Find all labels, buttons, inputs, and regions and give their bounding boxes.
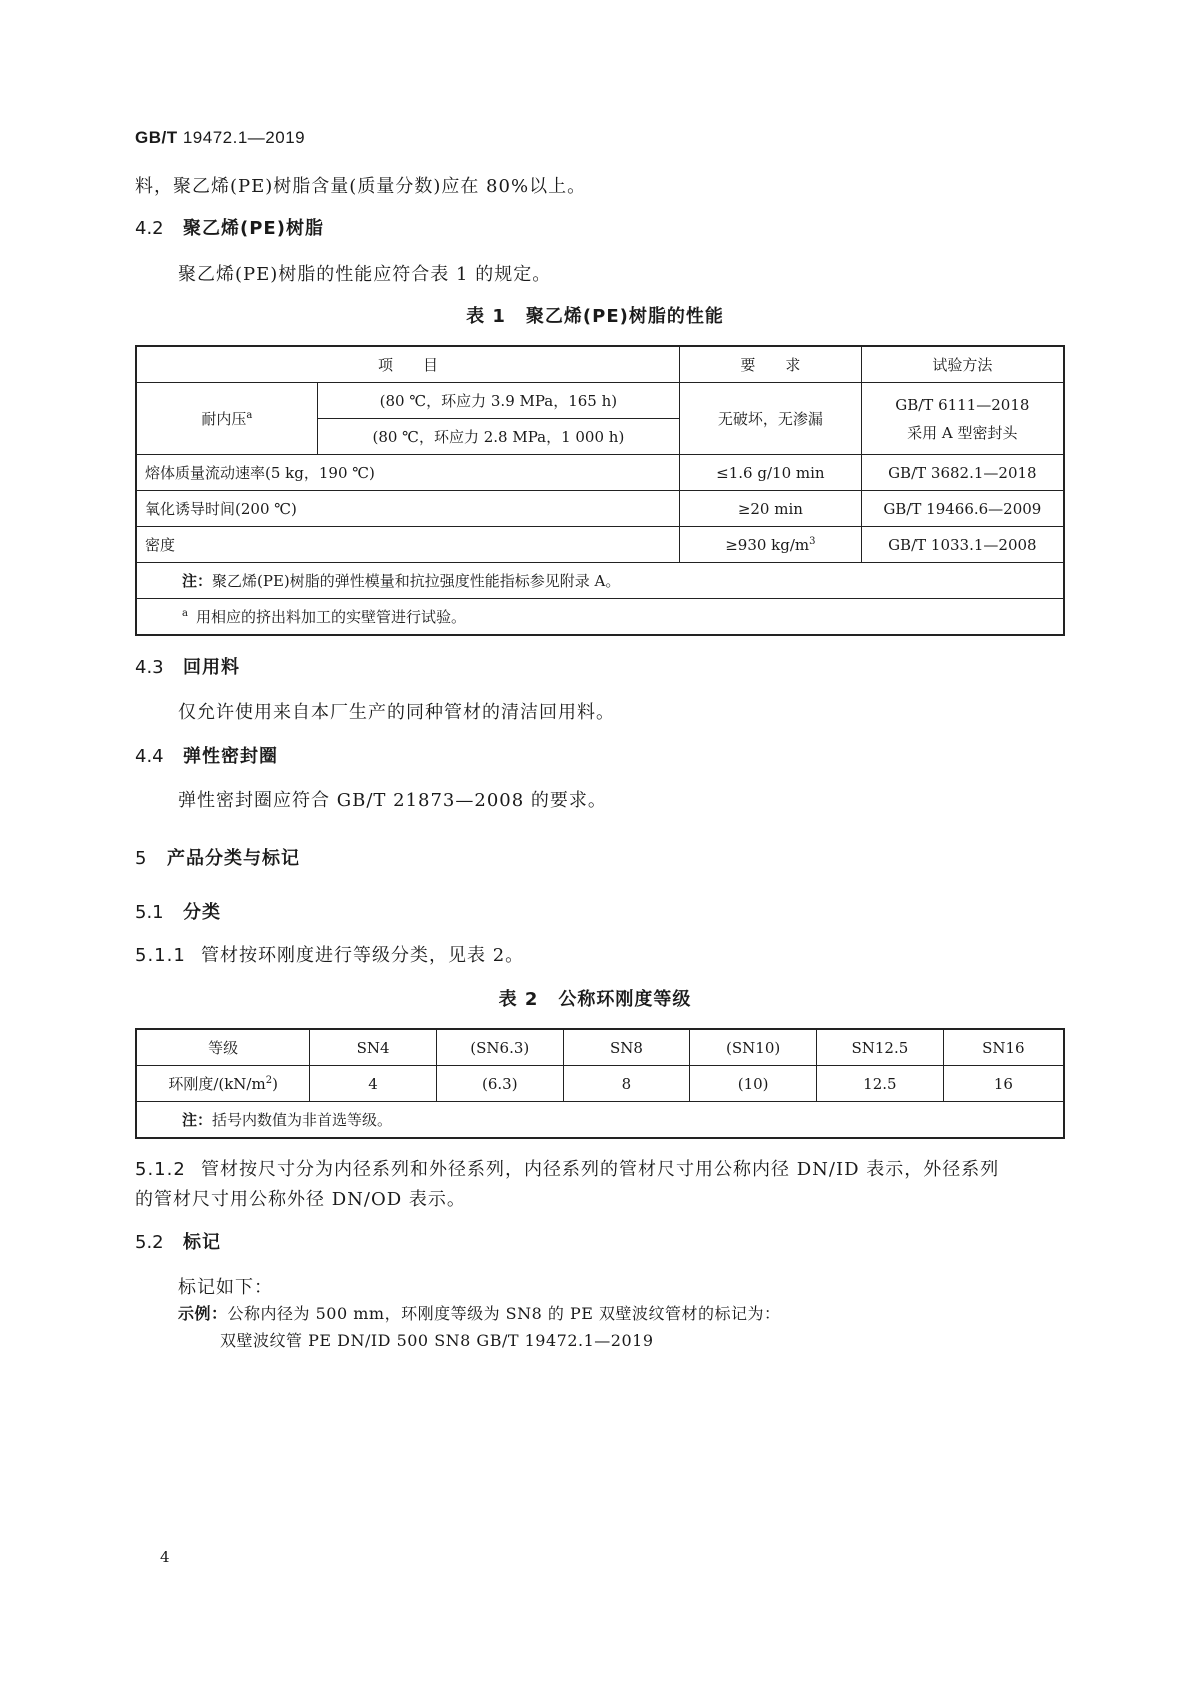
standard-prefix: GB/T (135, 128, 178, 147)
section-title: 分类 (183, 902, 221, 923)
row-method: GB/T 19466.6—2009 (861, 491, 1064, 527)
row-method: GB/T 3682.1—2018 (861, 455, 1064, 491)
section-number: 4.3 (135, 657, 164, 678)
section-number: 5.1.1 (135, 945, 186, 966)
table-1 (135, 345, 1065, 636)
unit-superscript: 2 (265, 1075, 273, 1086)
section-number: 5.2 (135, 1232, 164, 1253)
section-title: 产品分类与标记 (167, 848, 300, 869)
section-text: 管材按尺寸分为内径系列和外径系列，内径系列的管材尺寸用公称内径 DN/ID 表示，外径系列 (201, 1159, 1000, 1180)
note-text: 括号内数值为非首选等级。 (212, 1111, 393, 1129)
pressure-condition-1: (80 ℃，环应力 3.9 MPa，165 h) (317, 383, 679, 419)
header-test-method: 试验方法 (861, 346, 1064, 383)
table-note (136, 1102, 1064, 1139)
section-5-heading (135, 844, 300, 870)
grade-label: 等级 (136, 1029, 310, 1066)
section-title: 标记 (183, 1232, 221, 1253)
grade-cell: SN8 (563, 1029, 690, 1066)
note-text: 聚乙烯(PE)树脂的弹性模量和抗拉强度性能指标参见附录 A。 (212, 572, 621, 590)
section-4-3-heading (135, 653, 240, 679)
table-row (136, 383, 1064, 419)
row-requirement: ≤1.6 g/10 min (680, 455, 862, 491)
section-4-4-text: 弹性密封圈应符合 GB/T 21873—2008 的要求。 (178, 790, 607, 811)
section-4-2-heading (135, 214, 324, 240)
stiffness-cell: 8 (563, 1066, 690, 1102)
row-method: GB/T 1033.1—2008 (861, 527, 1064, 563)
header-item: 项 目 (136, 346, 680, 383)
footnote-text: 用相应的挤出料加工的实壁管进行试验。 (195, 608, 466, 626)
section-5-1-heading (135, 898, 221, 924)
section-5-1-1 (135, 941, 524, 967)
header-requirement: 要 求 (680, 346, 862, 383)
stiffness-label: 环刚度/(kN/m (168, 1075, 266, 1093)
section-4-3-text: 仅允许使用来自本厂生产的同种管材的清洁回用料。 (178, 702, 615, 723)
row-item: 密度 (136, 527, 680, 563)
section-4-4-heading (135, 742, 278, 768)
section-title: 回用料 (183, 657, 240, 678)
example (178, 1301, 781, 1324)
table-footnote-row (136, 599, 1064, 636)
stiffness-label-close: ) (272, 1075, 278, 1093)
section-5-1-2-line-2: 的管材尺寸用公称外径 DN/OD 表示。 (135, 1189, 466, 1210)
continued-paragraph: 料，聚乙烯(PE)树脂含量(质量分数)应在 80%以上。 (135, 176, 587, 197)
table-caption-number: 表 2 (498, 989, 539, 1010)
grade-cell: SN12.5 (817, 1029, 944, 1066)
example-label: 示例： (178, 1304, 228, 1323)
grade-cell: SN16 (943, 1029, 1064, 1066)
pressure-method-cell (861, 383, 1064, 455)
example-text: 公称内径为 500 mm，环刚度等级为 SN8 的 PE 双壁波纹管材的标记为： (227, 1304, 781, 1323)
table-row (136, 491, 1064, 527)
section-5-2-heading (135, 1228, 221, 1254)
table-note-row (136, 563, 1064, 599)
pressure-label-cell (136, 383, 317, 455)
table-note-row (136, 1102, 1064, 1139)
table-caption-number: 表 1 (466, 306, 506, 327)
row-requirement: ≥20 min (680, 491, 862, 527)
example-mark: 双壁波纹管 PE DN/ID 500 SN8 GB/T 19472.1—2019 (220, 1331, 654, 1350)
grade-cell: (SN6.3) (436, 1029, 563, 1066)
row-item: 氧化诱导时间(200 ℃) (136, 491, 680, 527)
table-caption-title: 聚乙烯(PE)树脂的性能 (525, 306, 724, 327)
section-number: 5 (135, 848, 147, 869)
table-row (136, 1066, 1064, 1102)
footnote-marker: a (246, 410, 253, 421)
note-label: 注： (182, 1111, 213, 1129)
stiffness-cell: (6.3) (436, 1066, 563, 1102)
stiffness-cell: 16 (943, 1066, 1064, 1102)
table-header-row (136, 346, 1064, 383)
section-5-1-2-line-1 (135, 1155, 999, 1181)
table-caption-title: 公称环刚度等级 (558, 989, 692, 1010)
pressure-condition-2: (80 ℃，环应力 2.8 MPa，1 000 h) (317, 419, 679, 455)
table-1-caption (0, 302, 1190, 328)
section-number: 4.4 (135, 746, 164, 767)
note-label: 注： (182, 572, 213, 590)
stiffness-cell: 4 (310, 1066, 437, 1102)
section-number: 5.1 (135, 902, 164, 923)
table-footnote (136, 599, 1064, 636)
table-row (136, 455, 1064, 491)
page-number: 4 (160, 1548, 170, 1566)
section-text: 管材按环刚度进行等级分类，见表 2。 (201, 945, 525, 966)
section-5-2-text: 标记如下： (178, 1277, 273, 1298)
pressure-requirement: 无破坏，无渗漏 (680, 383, 862, 455)
section-number: 5.1.2 (135, 1159, 186, 1180)
standard-number: 19472.1—2019 (182, 128, 306, 147)
grade-cell: (SN10) (690, 1029, 817, 1066)
table-2-caption (0, 985, 1190, 1011)
footnote-marker: a (182, 608, 188, 619)
unit-superscript: 3 (809, 535, 816, 547)
grade-cell: SN4 (310, 1029, 437, 1066)
row-item: 熔体质量流动速率(5 kg，190 ℃) (136, 455, 680, 491)
stiffness-cell: 12.5 (817, 1066, 944, 1102)
section-number: 4.2 (135, 218, 164, 239)
row-requirement: ≥930 kg/m (725, 535, 810, 554)
section-title: 弹性密封圈 (183, 746, 278, 767)
table-row (136, 527, 1064, 563)
pressure-method-line-1: GB/T 6111—2018 (895, 395, 1030, 414)
section-title: 聚乙烯(PE)树脂 (183, 218, 324, 239)
pressure-method-line-2: 采用 A 型密封头 (907, 423, 1018, 442)
table-note (136, 563, 1064, 599)
standard-code (135, 128, 305, 148)
table-row (136, 1029, 1064, 1066)
pressure-label: 耐内压 (201, 410, 247, 428)
row-requirement-cell (680, 527, 862, 563)
stiffness-cell: (10) (690, 1066, 817, 1102)
stiffness-label-cell (136, 1066, 310, 1102)
section-4-2-text: 聚乙烯(PE)树脂的性能应符合表 1 的规定。 (178, 264, 552, 285)
table-2 (135, 1028, 1065, 1139)
